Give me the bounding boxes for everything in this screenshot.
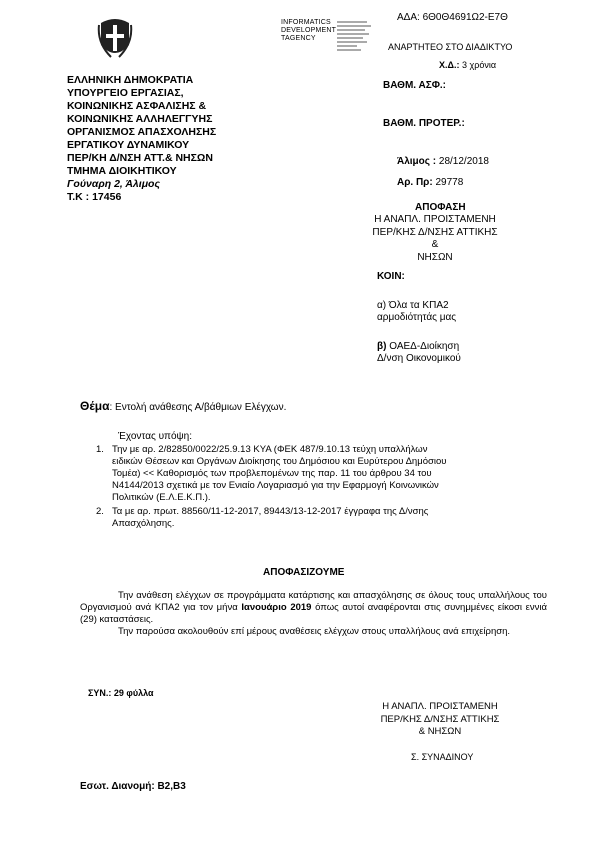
consideration-item <box>96 506 556 530</box>
header-line: ΤΜΗΜΑ ΔΙΟΙΚΗΤΙΚΟΥ <box>67 165 177 177</box>
decision-heading: ΑΠΟΦΑΣΙΖΟΥΜΕ <box>263 567 345 578</box>
xd-value: 3 χρόνια <box>462 60 497 70</box>
agency-line: DEVELOPMENT <box>281 27 337 34</box>
header-line: ΥΠΟΥΡΓΕΙΟ ΕΡΓΑΣΙΑΣ, <box>67 87 184 99</box>
decision-text: Την ανάθεση ελέγχων σε προγράμματα κατάρτισης και απασχόλησης σε όλους τους υπαλλήλους του Οργανισμού ανά ΚΠΑ2 για τον μήνα <box>80 590 547 613</box>
header-line: ΚΟΙΝΩΝΙΚΗΣ ΑΣΦΑΛΙΣΗΣ & <box>67 100 207 112</box>
consideration-item <box>96 444 556 504</box>
date-label: Άλιμος : <box>397 156 437 167</box>
subject-line <box>80 397 286 415</box>
posting-label: ΑΝΑΡΤΗΤΕΟ ΣΤΟ ΔΙΑΔΙΚΤΥΟ <box>388 42 513 52</box>
consideration-line: Πολιτικών (Ε.Λ.Ε.Κ.Π.). <box>112 492 211 503</box>
signer-name: Σ. ΣΥΝΑΔΙΝΟΥ <box>411 752 474 762</box>
decision-month: Ιανουάριο 2019 <box>241 602 312 613</box>
agency-fine-print-graphic <box>337 20 373 56</box>
subject-text: : Εντολή ανάθεσης Α/βάθμιων Ελέγχων. <box>109 402 287 413</box>
authority-line: ΠΕΡ/ΚΗΣ Δ/ΝΣΗΣ ΑΤΤΙΚΗΣ & <box>372 226 498 250</box>
signature-line: ΠΕΡ/ΚΗΣ Δ/ΝΣΗΣ ΑΤΤΙΚΗΣ <box>380 713 500 725</box>
agency-line: TAGENCY <box>281 35 316 42</box>
consideration-number: 2. <box>96 506 104 517</box>
cc-item-a <box>377 300 456 324</box>
consideration-line: Απασχόλησης. <box>112 518 175 529</box>
agency-line: INFORMATICS <box>281 19 331 26</box>
header-line: ΚΟΙΝΩΝΙΚΗΣ ΑΛΛΗΛΕΓΓΥΗΣ <box>67 113 213 125</box>
header-address: Γούναρη 2, Άλιμος <box>67 178 161 190</box>
protocol-label: Αρ. Πρ: <box>397 177 433 188</box>
header-line: ΟΡΓΑΝΙΣΜΟΣ ΑΠΑΣΧΟΛΗΣΗΣ <box>67 126 217 138</box>
decision-title: ΑΠΟΦΑΣΗ <box>415 202 466 213</box>
authority-block <box>370 214 500 264</box>
consideration-number: 1. <box>96 444 104 455</box>
protocol-value: 29778 <box>435 177 464 188</box>
authority-line: ΝΗΣΩΝ <box>417 251 453 263</box>
cc-item-line: ΟΑΕΔ-Διοίκηση <box>389 341 460 352</box>
signature-block <box>370 701 510 739</box>
priority-level-label: ΒΑΘΜ. ΠΡΟΤΕΡ.: <box>383 118 465 129</box>
date-value: 28/12/2018 <box>438 156 489 167</box>
cc-item-line: Δ/νση Οικονομικού <box>377 353 461 364</box>
xd-label: Χ.Δ.: <box>439 60 460 70</box>
signature-line: Η ΑΝΑΠΛ. ΠΡΟΙΣΤΑΜΕΝΗ <box>382 701 498 712</box>
consideration-line: Τα με αρ. πρωτ. 88560/11-12-2017, 89443/13-12-2017 έγγραφα της Δ/νσης <box>112 506 429 517</box>
considerations-heading: Έχοντας υπόψη: <box>118 431 192 442</box>
considerations-list <box>96 444 556 532</box>
consideration-line: Τομέα) << Καθορισμός των προβλεπομένων της παρ. 11 του άρθρου 34 του <box>112 468 432 479</box>
agency-logo <box>281 19 336 43</box>
greek-coat-of-arms-icon <box>97 13 133 65</box>
header-postcode: Τ.Κ : 17456 <box>67 191 122 203</box>
signature-line: & ΝΗΣΩΝ <box>418 726 462 737</box>
decision-body <box>80 590 547 638</box>
cc-item-prefix: β) <box>377 341 387 352</box>
cc-item-b <box>377 341 461 365</box>
decision-paragraph <box>80 590 547 626</box>
subject-label: Θέμα <box>80 399 110 413</box>
issuer-header <box>67 74 297 204</box>
authority-line: Η ΑΝΑΠΛ. ΠΡΟΙΣΤΑΜΕΝΗ <box>374 214 496 225</box>
decision-paragraph: Την παρούσα ακολουθούν επί μέρους αναθέσεις ελέγχων στους υπαλλήλους ανά επιχείρηση. <box>118 626 511 637</box>
consideration-line: ειδικών Θέσεων και Οργάνων Διοίκησης του Δημόσιου και Ευρύτερου Δημόσιου <box>112 456 447 467</box>
internal-distribution: Εσωτ. Διανομή: Β2,Β3 <box>80 781 186 792</box>
header-line: ΕΛΛΗΝΙΚΗ ΔΗΜΟΚΡΑΤΙΑ <box>67 74 194 86</box>
cc-item-line: Όλα τα ΚΠΑ2 <box>388 300 449 311</box>
consideration-line: Ν4144/2013 σχετικά με τον Ενιαίο Λογαριασμό για την Εφαρμογή Κοινωνικών <box>112 480 439 491</box>
cc-item-line: αρμοδιότητάς μας <box>377 312 457 323</box>
cc-label: ΚΟΙΝ: <box>377 271 405 282</box>
security-level-label: ΒΑΘΜ. ΑΣΦ.: <box>383 80 447 91</box>
attachments-count: ΣΥΝ.: 29 φύλλα <box>88 688 154 698</box>
header-line: ΠΕΡ/ΚΗ Δ/ΝΣΗ ΑΤΤ.& ΝΗΣΩΝ <box>67 152 213 164</box>
consideration-line: Την με αρ. 2/82850/0022/25.9.13 ΚΥΑ (ΦΕΚ 487/9.10.13 τεύχη υπαλλήλων <box>112 444 428 455</box>
cc-item-prefix: α) <box>377 300 387 311</box>
decision-text: όπως αυτοί αναφέρονται στις συνημμένες είκοσι εννιά (29) καταστάσεις. <box>80 602 548 625</box>
ada-number: ΑΔΑ: 6Θ0Θ4691Ω2-Ε7Θ <box>397 12 508 23</box>
header-line: ΕΡΓΑΤΙΚΟΥ ΔΥΝΑΜΙΚΟΥ <box>67 139 190 151</box>
